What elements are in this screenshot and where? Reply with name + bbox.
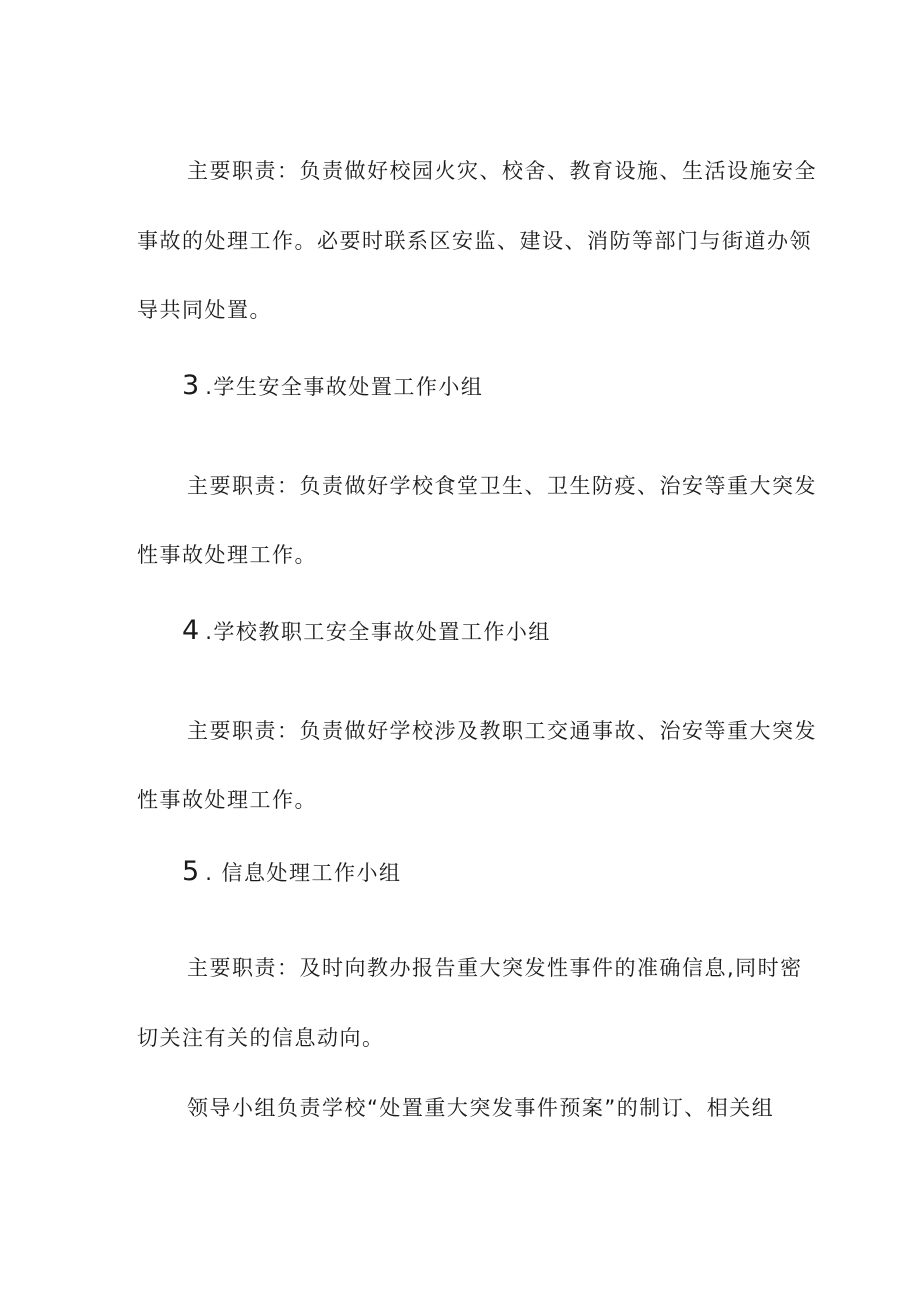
paragraph-line: 性事故处理工作。: [137, 543, 317, 567]
section-title: . 信息处理工作小组: [205, 861, 402, 885]
section-heading-3: [182, 372, 483, 401]
section-title: .学生安全事故处置工作小组: [205, 375, 484, 399]
section-heading-5: [182, 858, 402, 887]
paragraph-line: 主要职责：及时向教办报告重大突发性事件的准确信息,同时密: [187, 956, 803, 980]
paragraph-line: 性事故处理工作。: [137, 788, 317, 812]
paragraph-line: 切关注有关的信息动向。: [137, 1026, 385, 1050]
paragraph-line: 事故的处理工作。必要时联系区安监、建设、消防等部门与街道办领: [137, 229, 812, 253]
section-title: .学校教职工安全事故处置工作小组: [205, 620, 551, 644]
paragraph-line: 主要职责：负责做好学校涉及教职工交通事故、治安等重大突发: [187, 719, 817, 743]
paragraph-line: 导共同处置。: [137, 298, 272, 322]
section-heading-4: [182, 617, 551, 646]
paragraph-line: 主要职责：负责做好学校食堂卫生、卫生防疫、治安等重大突发: [187, 474, 817, 498]
section-number: 5: [182, 856, 200, 887]
section-number: 3: [182, 370, 200, 401]
paragraph-line: 领导小组负责学校“处置重大突发事件预案”的制订、相关组: [187, 1096, 775, 1120]
paragraph-line: 主要职责：负责做好校园火灾、校舍、教育设施、生活设施安全: [187, 159, 817, 183]
section-number: 4: [182, 615, 200, 646]
